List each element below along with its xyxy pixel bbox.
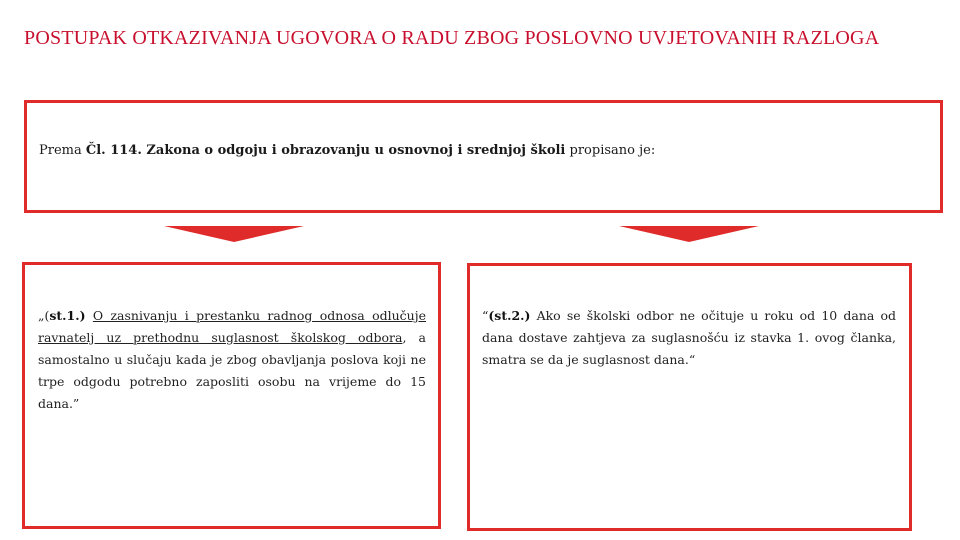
- intro-text: [39, 143, 655, 158]
- paragraph-1-open-quote: „(: [38, 308, 50, 323]
- page-title: POSTUPAK OTKAZIVANJA UGOVORA O RADU ZBOG POSLOVNO UVJETOVANIH RAZLOGA: [24, 27, 880, 49]
- intro-suffix: propisano je:: [565, 143, 656, 158]
- paragraph-1-rest: , a samostalno u slučaju kada je zbog obavljanja poslova koji ne trpe odgodu potrebno zaposliti osobu na vrijeme do 15 dana.”: [38, 330, 426, 411]
- paragraph-1-underlined: O zasnivanju i prestanku radnog odnosa odlučuje ravnatelj uz prethodnu suglasnost školskog odbora: [38, 308, 426, 345]
- down-arrow-right-icon: [619, 226, 759, 242]
- paragraph-2-rest: Ako se školski odbor ne očituje u roku od 10 dana od dana dostave zahtjeva za suglasnošću iz stavka 1. ovog članka, smatra se da je suglasnost dana.“: [482, 308, 896, 367]
- down-arrow-left-icon: [164, 226, 304, 242]
- paragraph-1-ref: st.1.): [49, 308, 86, 323]
- intro-prefix: Prema: [39, 143, 86, 158]
- paragraph-2-ref: (st.2.): [488, 308, 531, 323]
- paragraph-1-box: [22, 262, 441, 529]
- paragraph-2-open-quote: “: [482, 308, 489, 323]
- paragraph-2-box: [467, 263, 912, 531]
- paragraph-2-text: [482, 305, 896, 371]
- law-reference: Čl. 114. Zakona o odgoju i obrazovanju u osnovnoj i srednjoj školi: [85, 143, 566, 158]
- paragraph-1-text: [38, 305, 426, 415]
- intro-box: [24, 100, 943, 213]
